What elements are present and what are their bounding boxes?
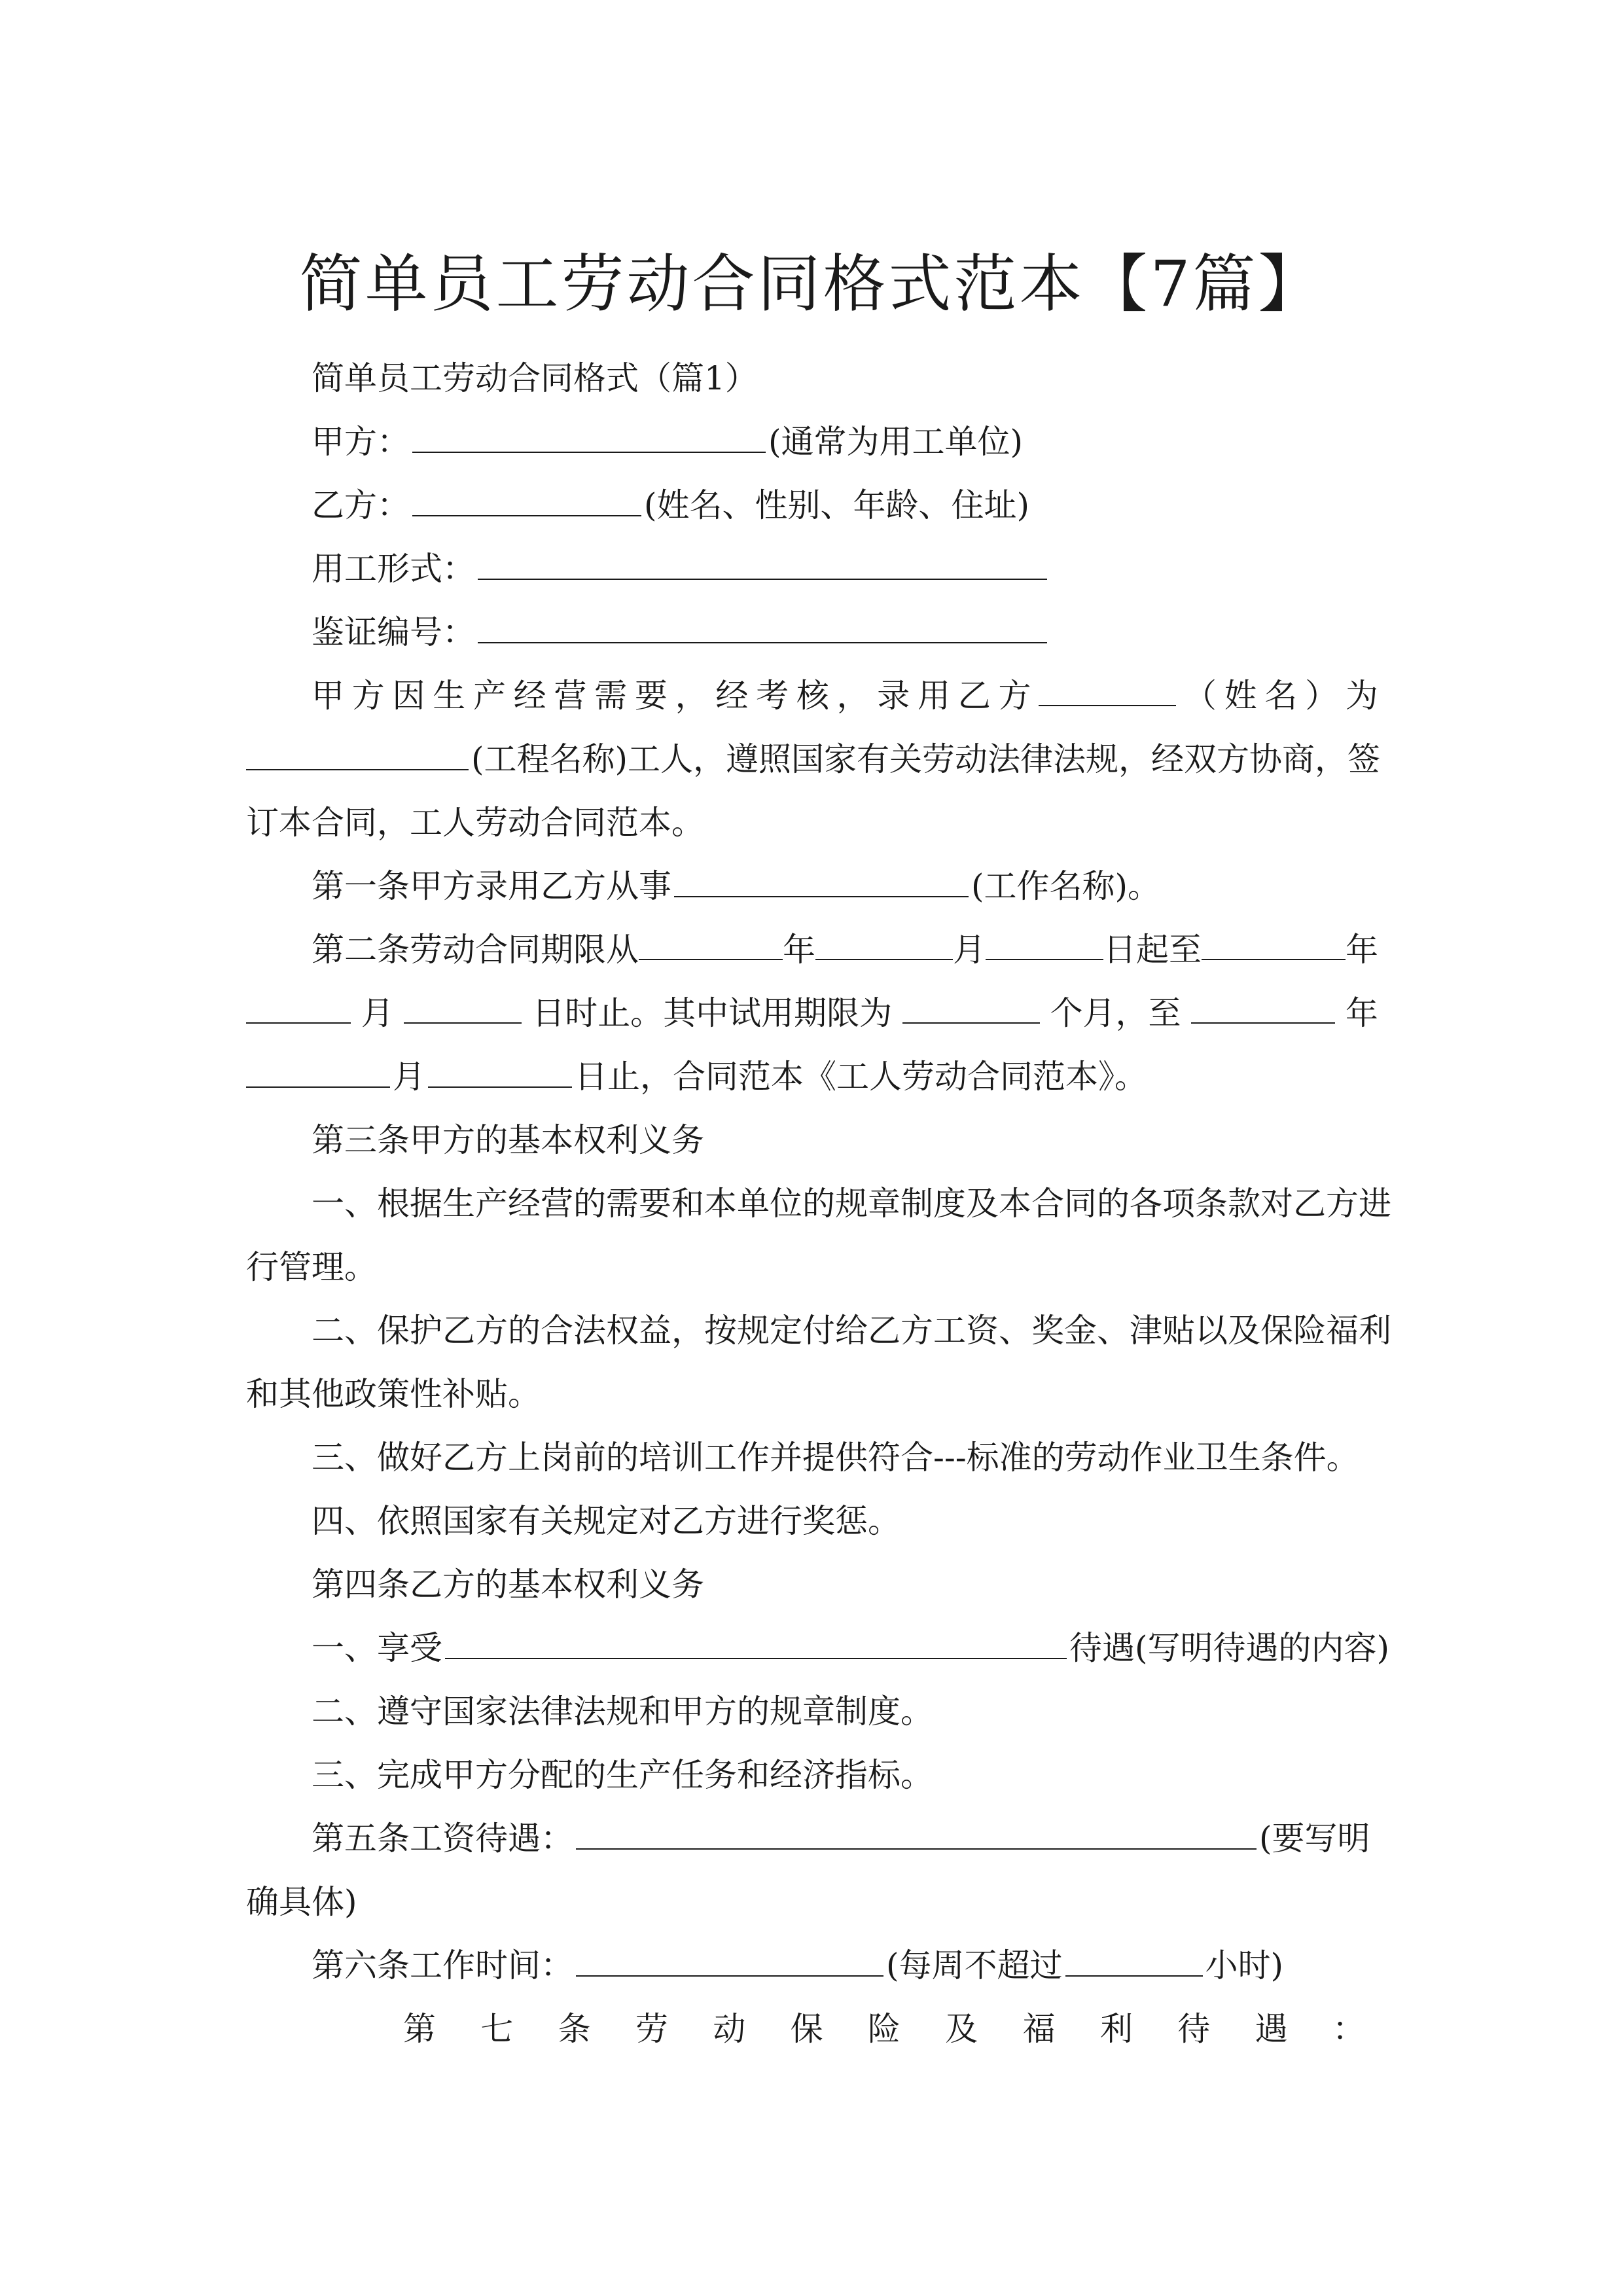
probation-blank: [246, 982, 351, 1024]
intro-text: 用: [918, 677, 951, 715]
intro-text: 要: [634, 677, 668, 715]
party-a-note: (通常为用工单位): [768, 423, 1024, 461]
intro-line-1: [312, 664, 1378, 728]
cert-no-blank: [478, 601, 1047, 643]
article-2-line-2: [246, 982, 1378, 1045]
article-7-char-text: 第: [403, 2010, 436, 2048]
article-1-text: 第一条甲方录用乙方从事: [312, 867, 671, 905]
article-4-item-3: 三、完成甲方分配的生产任务和经济指标。: [312, 1756, 933, 1794]
article-4-item-1-note: 待遇(写明待遇的内容): [1069, 1629, 1390, 1667]
probation-text: 个月，至: [1050, 994, 1181, 1032]
cert-no-label: 鉴证编号：: [312, 613, 475, 651]
intro-text: 方: [998, 677, 1031, 715]
cert-no-line: [312, 601, 1378, 664]
article-5-note: (要写明: [1259, 1820, 1370, 1857]
party-a-blank: [412, 411, 766, 453]
article-1-note: (工作名称)。: [971, 867, 1161, 905]
intro-text: 姓: [1224, 677, 1257, 715]
job-title-blank: [674, 855, 969, 897]
article-2-line-1: [312, 918, 1378, 982]
article-7-char-text: 劳: [635, 2010, 668, 2048]
party-a-line: [312, 410, 1378, 474]
weekly-hours-blank: [1065, 1935, 1203, 1977]
contract-term-blank: [639, 918, 783, 960]
article-7-char-text: 利: [1099, 2010, 1133, 2048]
article-7-char-text: 七: [480, 2010, 514, 2048]
intro-text: 产: [473, 677, 506, 715]
intro-text: 名: [1264, 677, 1298, 715]
article-7-char-text: 福: [1022, 2010, 1056, 2048]
wage-blank: [576, 1808, 1257, 1850]
article-7: [403, 1998, 1365, 2061]
intro-text: 核: [796, 677, 829, 715]
intro-line-2: [246, 728, 1381, 791]
contract-term-text: 月: [953, 931, 986, 969]
article-2-line-3: [246, 1045, 1378, 1109]
probation-blank: [404, 982, 522, 1024]
intro-text: 录: [877, 677, 910, 715]
intro-text: 乙: [957, 677, 991, 715]
article-3-title: 第三条甲方的基本权利义务: [312, 1121, 704, 1159]
probation-blank: [1191, 982, 1335, 1024]
article-3-item-1: 一、根据生产经营的需要和本单位的规章制度及本合同的各项条款对乙方进: [312, 1185, 1391, 1223]
section-heading: 简单员工劳动合同格式（篇1）: [312, 359, 758, 397]
intro-text: 经: [715, 677, 749, 715]
hours-blank: [576, 1935, 883, 1977]
party-b-line: [312, 474, 1378, 537]
article-5-text: 第五条工资待遇：: [312, 1820, 573, 1857]
article-7-char-text: 条: [558, 2010, 591, 2048]
party-b-blank: [412, 475, 641, 516]
intro-text: 考: [756, 677, 789, 715]
article-7-char-text: 及: [945, 2010, 978, 2048]
party-b-note: (姓名、性别、年龄、住址): [644, 486, 1030, 524]
contract-term-text: 年: [783, 931, 815, 969]
employment-form-blank: [478, 538, 1047, 580]
intro-text: 方: [351, 677, 385, 715]
intro-text: 经: [513, 677, 546, 715]
article-3-item-3: 三、做好乙方上岗前的培训工作并提供符合---标准的劳动作业卫生条件。: [312, 1439, 1359, 1477]
article-4-title: 第四条乙方的基本权利义务: [312, 1566, 704, 1604]
contract-term-blank: [815, 918, 953, 960]
intro-text: （: [1183, 677, 1217, 715]
contract-term-blank: [986, 918, 1103, 960]
article-4-item-2: 二、遵守国家法律法规和甲方的规章制度。: [312, 1693, 933, 1731]
article-7-char-text: 保: [790, 2010, 823, 2048]
intro-text: 为: [1345, 677, 1378, 715]
project-name-blank: [246, 728, 469, 770]
article-2-line-3-text: 日止，合同范本《工人劳动合同范本》。: [575, 1058, 1147, 1096]
intro-line-2-text: (工程名称)工人，遵照国家有关劳动法律法规，经双方协商，签: [471, 740, 1381, 778]
article-6-text: 第六条工作时间：: [312, 1946, 573, 1984]
article-3-item-4: 四、依照国家有关规定对乙方进行奖惩。: [312, 1502, 901, 1540]
contract-term-text: 年: [1346, 931, 1378, 969]
article-1: [312, 855, 1378, 918]
contract-term-blank: [1202, 918, 1346, 960]
intro-text: 甲: [312, 677, 344, 715]
article-4-item-1-text: 一、享受: [312, 1629, 442, 1667]
benefit-blank: [445, 1617, 1067, 1659]
article-7-char-text: 险: [867, 2010, 901, 2048]
probation-blank: [902, 982, 1040, 1024]
intro-text: 需: [594, 677, 628, 715]
intro-text: 营: [554, 677, 587, 715]
document-title: 简单员工劳动合同格式范本【7篇】: [299, 247, 1324, 321]
article-4-item-1: [312, 1617, 1390, 1680]
probation-text: 日时止。其中试用期限为: [532, 994, 893, 1032]
month-label: 月: [393, 1058, 425, 1096]
article-7-char-text: 待: [1177, 2010, 1211, 2048]
article-6-note: (每周不超过: [886, 1946, 1063, 1984]
article-6-unit: 小时): [1205, 1946, 1284, 1984]
article-7-char-text: ：: [1332, 2010, 1365, 2048]
probation-text: 月: [361, 994, 394, 1032]
employment-form-label: 用工形式：: [312, 550, 475, 588]
employment-form-line: [312, 537, 1378, 601]
article-5: [312, 1807, 1378, 1871]
probation-text: 年: [1345, 994, 1378, 1032]
intro-text: ）: [1305, 677, 1338, 715]
intro-text: 生: [433, 677, 466, 715]
intro-blank: [1039, 664, 1176, 706]
intro-text: 因: [392, 677, 425, 715]
article-3-item-2: 二、保护乙方的合法权益，按规定付给乙方工资、奖金、津贴以及保险福利: [312, 1312, 1391, 1350]
contract-term-text: 日起至: [1103, 931, 1202, 969]
end-year-blank: [246, 1046, 390, 1088]
party-a-label: 甲方：: [312, 423, 410, 461]
article-3-item-2-cont: 和其他政策性补贴。: [246, 1375, 541, 1413]
end-day-blank: [428, 1046, 572, 1088]
party-b-label: 乙方：: [312, 486, 410, 524]
article-5-cont: 确具体): [246, 1883, 357, 1921]
intro-text: ，: [836, 677, 870, 715]
article-6: [312, 1934, 1378, 1998]
intro-line-3: 订本合同，工人劳动合同范本。: [246, 804, 704, 842]
intro-text: ，: [675, 677, 708, 715]
article-7-char-text: 遇: [1255, 2010, 1288, 2048]
article-3-item-1-cont: 行管理。: [246, 1248, 377, 1286]
article-7-char-text: 动: [713, 2010, 746, 2048]
contract-term-text: 第二条劳动合同期限从: [312, 931, 639, 969]
